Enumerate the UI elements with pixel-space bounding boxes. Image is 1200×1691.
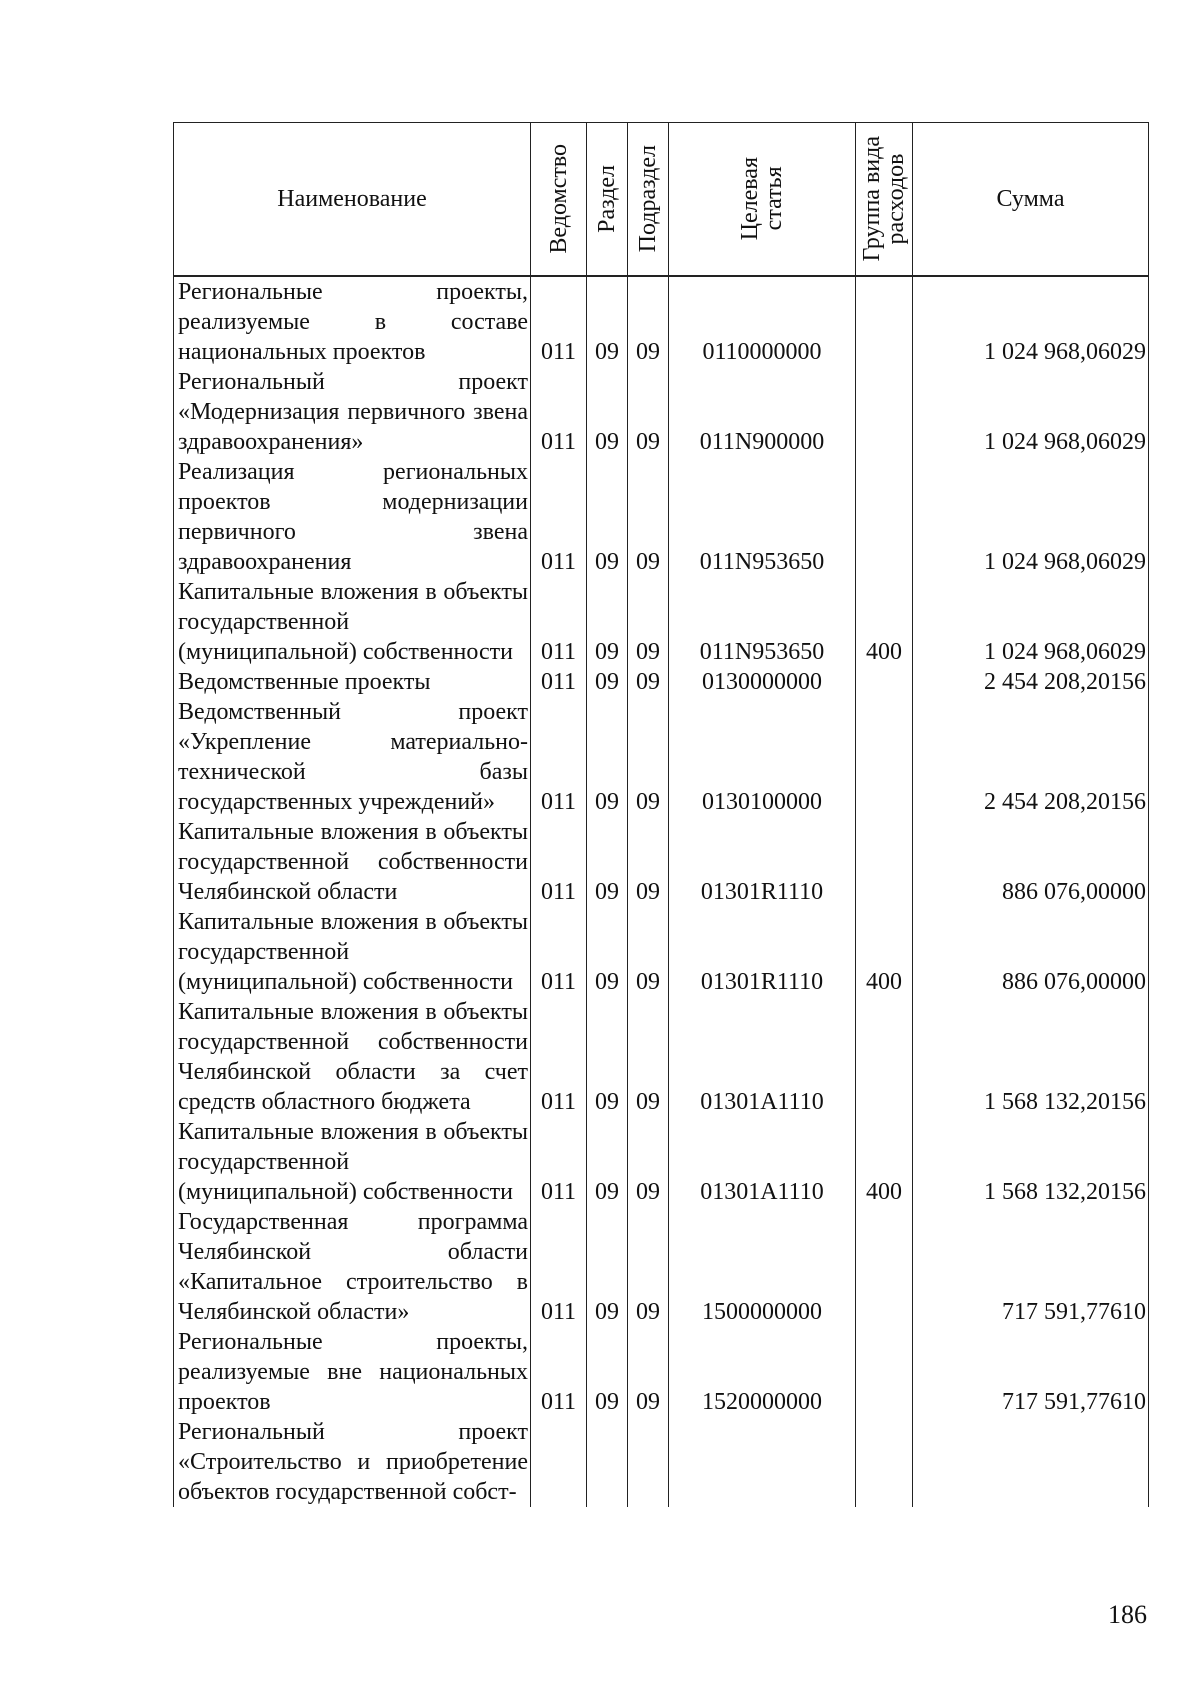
cell-celevaya: 01301R1110 — [669, 817, 856, 907]
cell-summa — [913, 1417, 1149, 1507]
header-ved-label: Ведомство — [545, 144, 572, 254]
table-header — [174, 123, 1149, 277]
cell-name: Государственная программа Челябинской области «Капитальное строительство в Челябинской области» — [174, 1207, 531, 1327]
cell-razdel: 09 — [587, 817, 628, 907]
header-celevaya-line2: статья — [761, 167, 787, 231]
cell-name: Капитальные вложения в объекты государственной (муниципальной) собственности — [174, 577, 531, 667]
cell-podrazdel: 09 — [628, 1117, 669, 1207]
cell-ved — [531, 1417, 587, 1507]
cell-celevaya: 011N953650 — [669, 457, 856, 577]
cell-gruppa: 400 — [856, 577, 913, 667]
cell-name: Региональный проект «Модернизация первичного звена здравоохранения» — [174, 367, 531, 457]
cell-podrazdel: 09 — [628, 907, 669, 997]
header-gruppa-line2: расходов — [883, 153, 909, 245]
table-row — [174, 697, 1149, 817]
cell-razdel: 09 — [587, 1207, 628, 1327]
cell-gruppa — [856, 457, 913, 577]
cell-podrazdel — [628, 1417, 669, 1507]
cell-podrazdel: 09 — [628, 367, 669, 457]
table-row — [174, 1417, 1149, 1507]
cell-razdel: 09 — [587, 1117, 628, 1207]
cell-ved: 011 — [531, 276, 587, 367]
cell-podrazdel: 09 — [628, 1207, 669, 1327]
cell-summa: 886 076,00000 — [913, 817, 1149, 907]
cell-ved: 011 — [531, 1117, 587, 1207]
cell-celevaya: 01301A1110 — [669, 997, 856, 1117]
header-gruppa-line1: Группа вида — [859, 136, 885, 262]
cell-ved: 011 — [531, 907, 587, 997]
cell-celevaya: 011N953650 — [669, 577, 856, 667]
table-row — [174, 457, 1149, 577]
cell-celevaya: 0110000000 — [669, 276, 856, 367]
table-row — [174, 367, 1149, 457]
header-celevaya — [669, 123, 856, 277]
cell-celevaya: 0130000000 — [669, 667, 856, 697]
table-row — [174, 667, 1149, 697]
cell-razdel: 09 — [587, 577, 628, 667]
cell-podrazdel: 09 — [628, 667, 669, 697]
cell-razdel: 09 — [587, 367, 628, 457]
cell-summa: 1 568 132,20156 — [913, 997, 1149, 1117]
cell-ved: 011 — [531, 457, 587, 577]
cell-summa: 886 076,00000 — [913, 907, 1149, 997]
cell-podrazdel: 09 — [628, 1327, 669, 1417]
header-name: Наименование — [174, 123, 531, 277]
header-celevaya-label — [738, 157, 786, 240]
table-body — [174, 276, 1149, 1507]
page-number: 186 — [1108, 1600, 1147, 1629]
table-row — [174, 907, 1149, 997]
cell-razdel: 09 — [587, 1327, 628, 1417]
cell-celevaya: 1500000000 — [669, 1207, 856, 1327]
cell-ved: 011 — [531, 1327, 587, 1417]
cell-gruppa — [856, 997, 913, 1117]
cell-razdel: 09 — [587, 697, 628, 817]
cell-ved: 011 — [531, 817, 587, 907]
cell-ved: 011 — [531, 997, 587, 1117]
cell-celevaya: 011N900000 — [669, 367, 856, 457]
cell-podrazdel: 09 — [628, 817, 669, 907]
cell-gruppa — [856, 667, 913, 697]
header-ved — [531, 123, 587, 277]
cell-name: Региональные проекты, реализуемые в составе национальных проектов — [174, 276, 531, 367]
cell-razdel: 09 — [587, 997, 628, 1117]
cell-name: Капитальные вложения в объекты государственной (муниципальной) собственности — [174, 907, 531, 997]
cell-celevaya: 1520000000 — [669, 1327, 856, 1417]
header-gruppa — [856, 123, 913, 277]
cell-podrazdel: 09 — [628, 997, 669, 1117]
cell-summa: 1 024 968,06029 — [913, 367, 1149, 457]
budget-table — [173, 122, 1149, 1507]
cell-summa: 717 591,77610 — [913, 1207, 1149, 1327]
cell-gruppa — [856, 697, 913, 817]
cell-celevaya: 01301A1110 — [669, 1117, 856, 1207]
header-celevaya-line1: Целевая — [737, 157, 763, 241]
cell-name: Ведомственные проекты — [174, 667, 531, 697]
cell-name: Капитальные вложения в объекты государственной (муниципальной) собственности — [174, 1117, 531, 1207]
cell-summa: 717 591,77610 — [913, 1327, 1149, 1417]
cell-summa: 1 024 968,06029 — [913, 577, 1149, 667]
header-podrazdel-label: Подраздел — [635, 145, 661, 253]
cell-name: Капитальные вложения в объекты государственной собственности Челябинской области — [174, 817, 531, 907]
table-row — [174, 577, 1149, 667]
cell-name: Капитальные вложения в объекты государственной собственности Челябинской области за счет средств областного бюджета — [174, 997, 531, 1117]
table-row — [174, 1207, 1149, 1327]
cell-name: Ведомственный проект «Укрепление материально-технической базы государственных учреждений» — [174, 697, 531, 817]
cell-gruppa: 400 — [856, 1117, 913, 1207]
cell-razdel: 09 — [587, 907, 628, 997]
header-summa: Сумма — [913, 123, 1149, 277]
cell-podrazdel: 09 — [628, 276, 669, 367]
table-row — [174, 1327, 1149, 1417]
cell-razdel: 09 — [587, 667, 628, 697]
cell-razdel: 09 — [587, 457, 628, 577]
table-row — [174, 1117, 1149, 1207]
cell-celevaya — [669, 1417, 856, 1507]
cell-ved: 011 — [531, 697, 587, 817]
header-podrazdel — [628, 123, 669, 277]
cell-ved: 011 — [531, 577, 587, 667]
cell-ved: 011 — [531, 667, 587, 697]
cell-gruppa: 400 — [856, 907, 913, 997]
cell-gruppa — [856, 1207, 913, 1327]
cell-summa: 1 568 132,20156 — [913, 1117, 1149, 1207]
table-row — [174, 817, 1149, 907]
cell-razdel: 09 — [587, 276, 628, 367]
table-row — [174, 276, 1149, 367]
cell-podrazdel: 09 — [628, 697, 669, 817]
cell-name: Региональный проект «Строительство и приобретение объектов государственной собст- — [174, 1417, 531, 1507]
cell-gruppa — [856, 817, 913, 907]
cell-gruppa — [856, 276, 913, 367]
cell-celevaya: 0130100000 — [669, 697, 856, 817]
header-razdel-label: Раздел — [594, 165, 620, 233]
cell-podrazdel: 09 — [628, 457, 669, 577]
cell-gruppa — [856, 367, 913, 457]
cell-ved: 011 — [531, 1207, 587, 1327]
cell-summa: 1 024 968,06029 — [913, 276, 1149, 367]
cell-summa: 2 454 208,20156 — [913, 667, 1149, 697]
cell-gruppa — [856, 1327, 913, 1417]
cell-name: Региональные проекты, реализуемые вне национальных проектов — [174, 1327, 531, 1417]
cell-razdel — [587, 1417, 628, 1507]
cell-name: Реализация региональных проектов модернизации первичного звена здравоохранения — [174, 457, 531, 577]
cell-summa: 1 024 968,06029 — [913, 457, 1149, 577]
cell-ved: 011 — [531, 367, 587, 457]
cell-summa: 2 454 208,20156 — [913, 697, 1149, 817]
table-row — [174, 997, 1149, 1117]
cell-podrazdel: 09 — [628, 577, 669, 667]
header-razdel — [587, 123, 628, 277]
cell-gruppa — [856, 1417, 913, 1507]
header-gruppa-label — [860, 136, 908, 261]
cell-celevaya: 01301R1110 — [669, 907, 856, 997]
